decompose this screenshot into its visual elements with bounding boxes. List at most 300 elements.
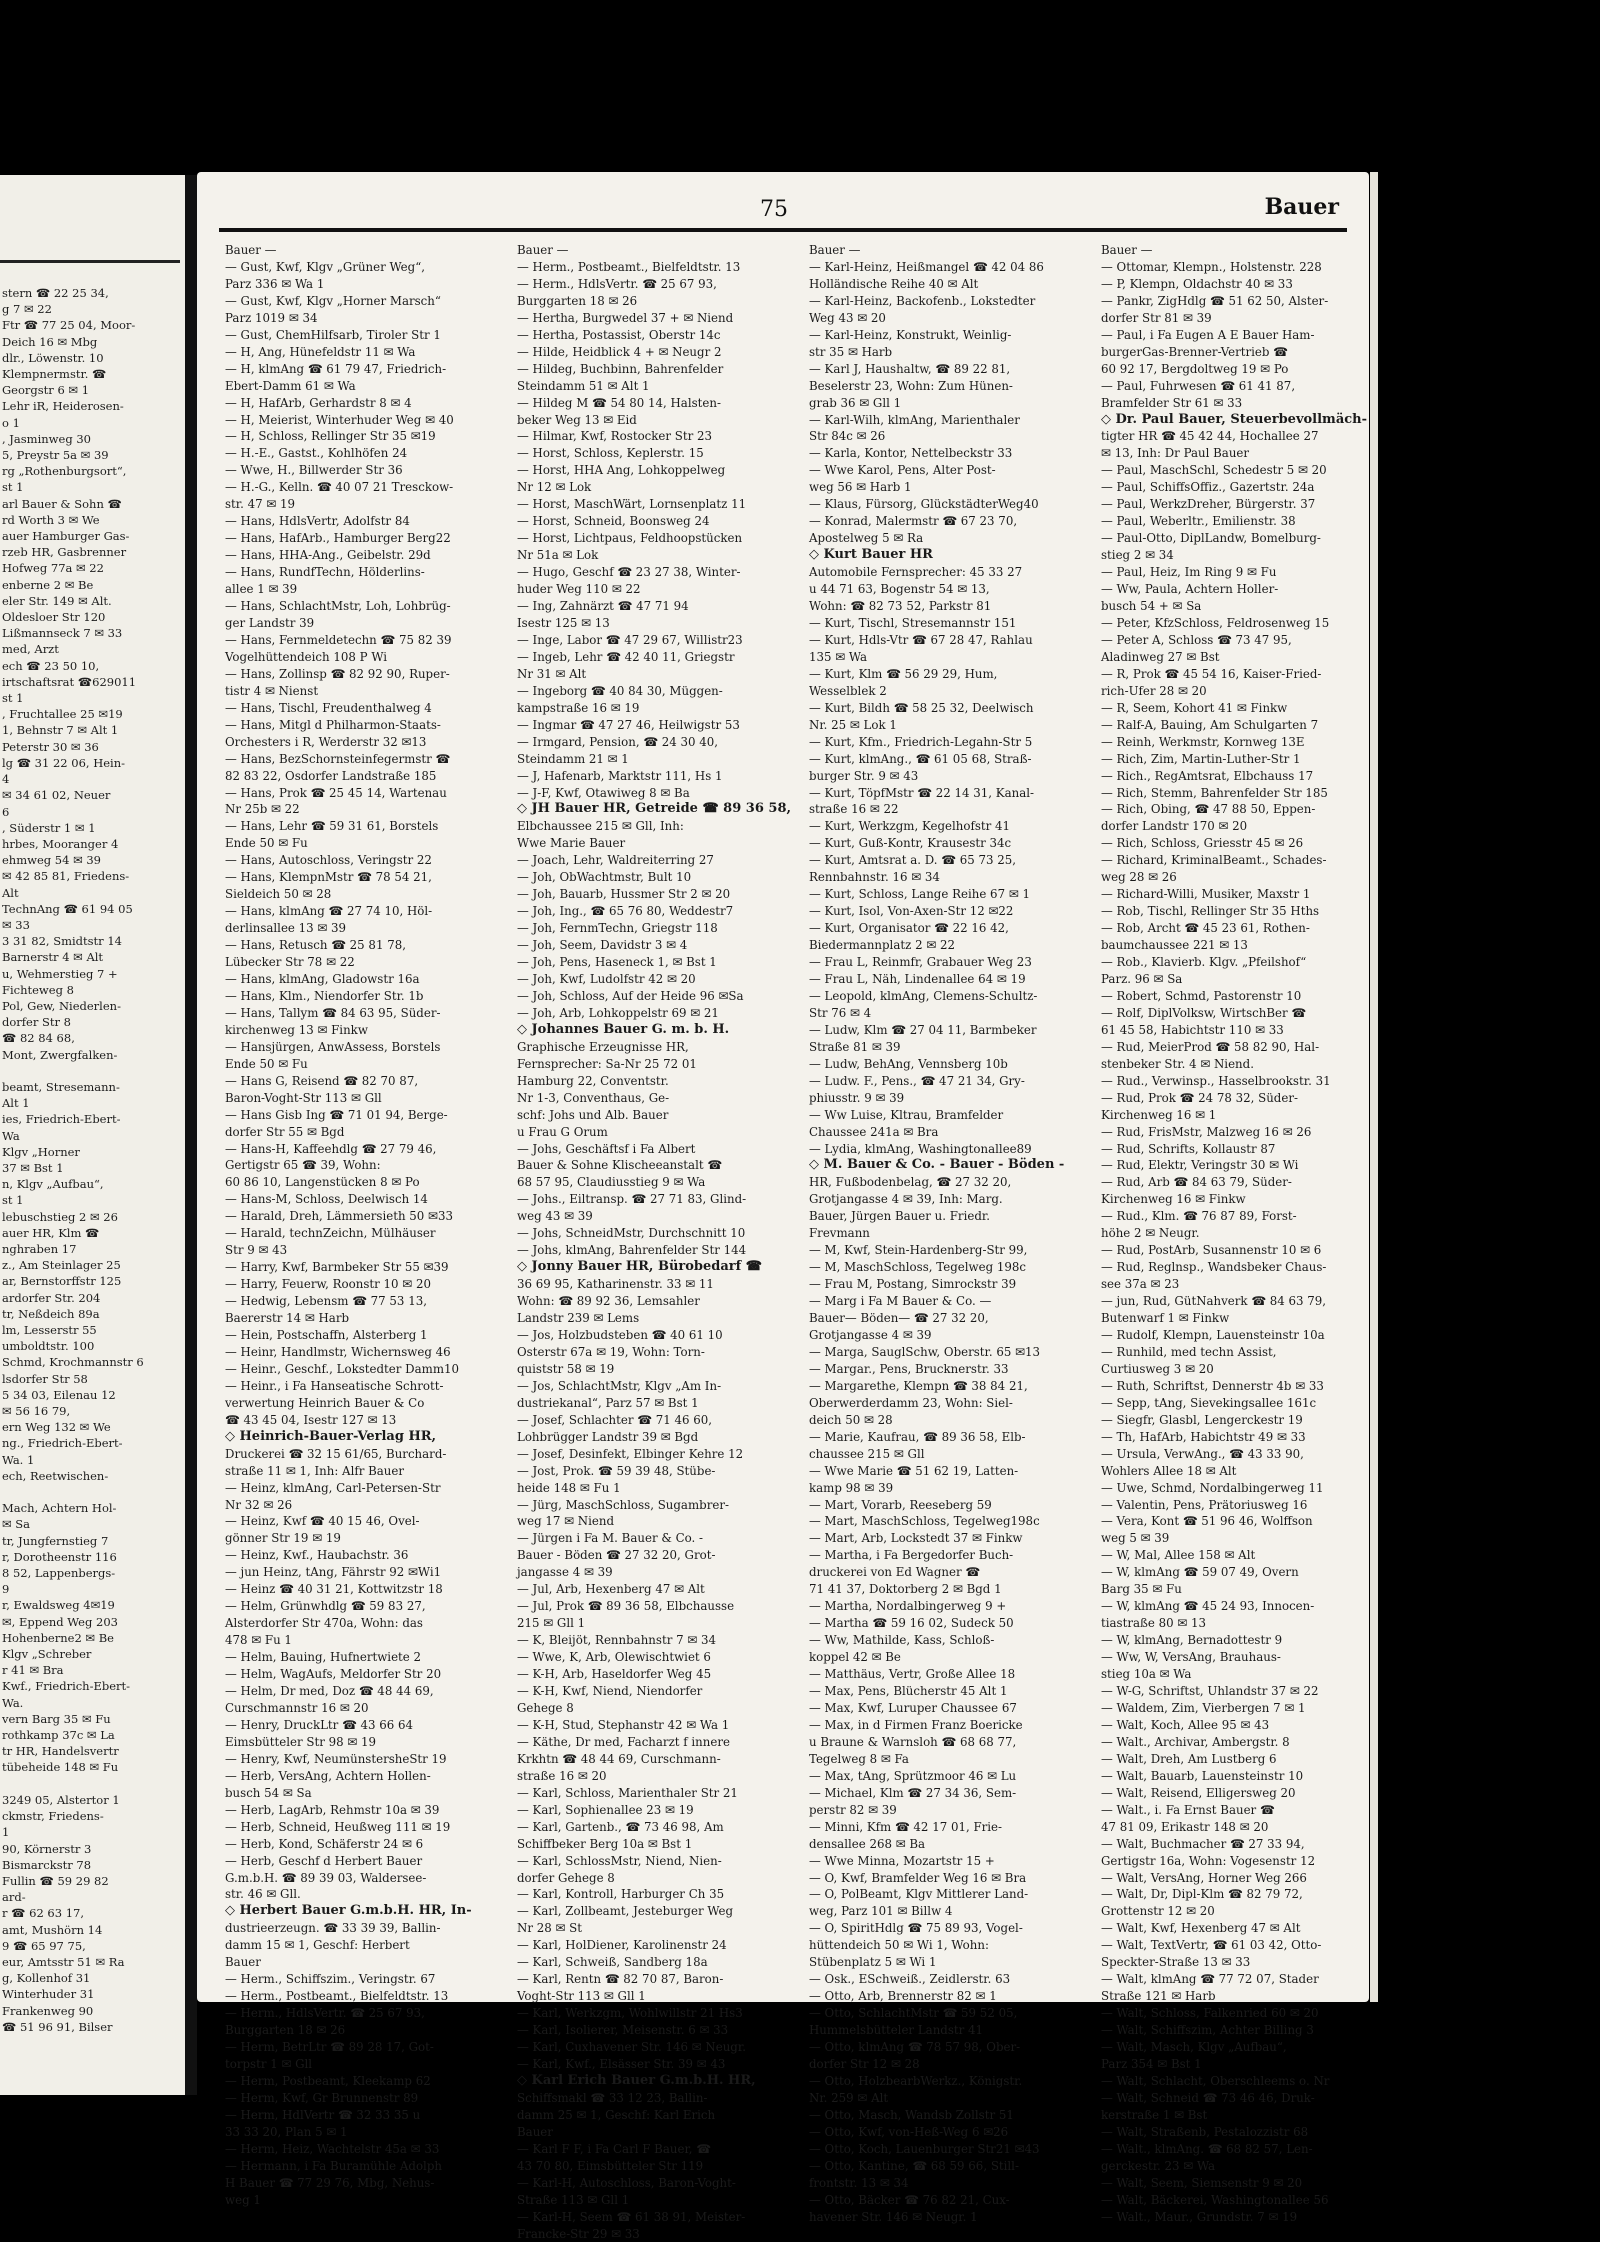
left-page-line: ech, Reetwischen- xyxy=(2,1468,109,1483)
left-page-line: ech ☎ 23 50 10, xyxy=(2,658,100,673)
directory-line: — Kurt, klmAng., ☎ 61 05 68, Straß- xyxy=(809,751,1032,766)
directory-line: — Rob, Archt ☎ 45 23 61, Rothen- xyxy=(1101,921,1310,936)
directory-line: Oberwerderdamm 23, Wohn: Siel- xyxy=(809,1395,1013,1410)
directory-line: — Herm., HdlsVertr. ☎ 25 67 93, xyxy=(225,2006,425,2021)
directory-line: Wesselblek 2 xyxy=(809,683,887,698)
directory-line: — Ludw, Klm ☎ 27 04 11, Barmbeker xyxy=(809,1022,1037,1037)
directory-line: Orchesters i R, Werderstr 32 ✉13 xyxy=(225,734,427,749)
directory-line: — Walt, Bauarb, Lauensteinstr 10 xyxy=(1101,1768,1304,1783)
directory-line: — Walt, Schiffszim, Achter Billing 3 xyxy=(1101,2023,1314,2038)
left-page-column xyxy=(2,285,180,2035)
directory-line: — Karl, SchlossMstr, Niend, Nien- xyxy=(517,1853,722,1868)
directory-line: — O, SpiritHdlg ☎ 75 89 93, Vogel- xyxy=(809,1921,1023,1936)
directory-line: — Karl-Wilh, klmAng, Marienthaler xyxy=(809,412,1020,427)
directory-line: — Otto, Arb, Brennerstr 82 ✉ 1 xyxy=(809,1989,997,2004)
directory-line: ◇ Heinrich-Bauer-Verlag HR, xyxy=(225,1428,437,1444)
directory-line: 36 69 95, Katharinenstr. 33 ✉ 11 xyxy=(517,1277,714,1292)
directory-line: — Käthe, Dr med, Facharzt f innere xyxy=(517,1734,730,1749)
left-page-line: r, Dorotheenstr 116 xyxy=(2,1549,117,1564)
directory-line: — Kurt, Organisator ☎ 22 16 42, xyxy=(809,921,1009,936)
directory-line: Steindamm 51 ✉ Alt 1 xyxy=(517,378,650,393)
directory-line: — R, Seem, Kohort 41 ✉ Finkw xyxy=(1101,700,1288,715)
directory-line: — Walt., i. Fa Ernst Bauer ☎ xyxy=(1101,1802,1275,1817)
directory-line: — Herm., Postbeamt., Bielfeldtstr. 13 xyxy=(517,259,741,274)
directory-line: — Rud, FrisMstr, Malzweg 16 ✉ 26 xyxy=(1101,1124,1312,1139)
directory-line: — Johs, klmAng, Bahrenfelder Str 144 xyxy=(517,1243,747,1258)
directory-line: derlinsallee 13 ✉ 39 xyxy=(225,921,347,936)
directory-line: straße 16 ✉ 22 xyxy=(809,802,899,817)
left-page-line: ✉ Sa xyxy=(2,1517,31,1532)
directory-line: — Marie, Kaufrau, ☎ 89 36 58, Elb- xyxy=(809,1429,1026,1444)
left-page-line: st 1 xyxy=(2,1193,24,1208)
directory-line: Bauer — xyxy=(517,243,569,257)
directory-line: Stübenplatz 5 ✉ Wi 1 xyxy=(809,1955,937,1970)
directory-line: schf: Johs und Alb. Bauer xyxy=(517,1107,669,1122)
directory-line: — Walt, VersAng, Horner Weg 266 xyxy=(1101,1870,1307,1885)
directory-line: — Rud, Elektr, Veringstr 30 ✉ Wi xyxy=(1101,1158,1299,1173)
directory-line: — H.-G., Kelln. ☎ 40 07 21 Tresckow- xyxy=(225,480,454,495)
directory-line: — Richard, KriminalBeamt., Schades- xyxy=(1101,853,1327,868)
directory-line: — H, klmAng ☎ 61 79 47, Friedrich- xyxy=(225,361,447,376)
directory-line: höhe 2 ✉ Neugr. xyxy=(1101,1226,1200,1241)
directory-line: — Mart, Arb, Lockstedt 37 ✉ Finkw xyxy=(809,1531,1023,1546)
directory-line: — Walt, Reisend, Elligersweg 20 xyxy=(1101,1785,1296,1800)
left-page-line: Wa. 1 xyxy=(2,1452,35,1467)
directory-line: — Joh, Arb, Lohkoppelstr 69 ✉ 21 xyxy=(517,1005,719,1020)
directory-line: Sieldeich 50 ✉ 28 xyxy=(225,887,332,902)
directory-line: — Frau M, Postang, Simrockstr 39 xyxy=(809,1277,1017,1292)
left-page-line: Oldesloer Str 120 xyxy=(2,610,106,625)
left-page-line: 37 ✉ Bst 1 xyxy=(2,1160,64,1175)
directory-line: koppel 42 ✉ Be xyxy=(809,1650,901,1665)
directory-line: tistr 4 ✉ Nienst xyxy=(225,683,319,698)
header-rule xyxy=(219,228,1347,232)
directory-line: dorfer Gehege 8 xyxy=(517,1870,615,1885)
directory-line: Tegelweg 8 ✉ Fa xyxy=(809,1751,909,1766)
directory-line: — Kurt, Hdls-Vtr ☎ 67 28 47, Rahlau xyxy=(809,632,1033,647)
directory-line: dorfer Landstr 170 ✉ 20 xyxy=(1101,819,1248,834)
directory-line: Curschmannstr 16 ✉ 20 xyxy=(225,1700,369,1715)
directory-line: — Rud, Reglnsp., Wandsbeker Chaus- xyxy=(1101,1260,1327,1275)
directory-line: — Joh, Bauarb, Hussmer Str 2 ✉ 20 xyxy=(517,887,731,902)
left-page-line: rothkamp 37c ✉ La xyxy=(2,1728,115,1743)
left-page-line: irtschaftsrat ☎629011 xyxy=(2,674,137,689)
directory-line: — jun Heinz, tAng, Fährstr 92 ✉Wi1 xyxy=(225,1565,442,1580)
running-header: Bauer xyxy=(1264,194,1339,220)
directory-line: 478 ✉ Fu 1 xyxy=(225,1633,292,1648)
directory-line: — Otto, klmAng ☎ 78 57 98, Ober- xyxy=(809,2040,1021,2055)
directory-line: Kirchenweg 16 ✉ Finkw xyxy=(1101,1192,1246,1207)
directory-line: — H, Schloss, Rellinger Str 35 ✉19 xyxy=(225,429,436,444)
left-page-line: Fullin ☎ 59 29 82 xyxy=(2,1873,109,1888)
left-page-line: Ftr ☎ 77 25 04, Moor- xyxy=(2,318,136,333)
directory-line: Rennbahnstr. 16 ✉ 34 xyxy=(809,870,940,885)
directory-line: — Karl, Cuxhavener Str. 146 ✉ Neugr. xyxy=(517,2040,746,2055)
left-page-line: 6 xyxy=(2,804,10,819)
directory-line: Baererstr 14 ✉ Harb xyxy=(225,1311,350,1326)
directory-line: Str 9 ✉ 43 xyxy=(225,1243,288,1258)
left-page-line: amt, Mushörn 14 xyxy=(2,1922,103,1937)
left-page-line: Lißmannseck 7 ✉ 33 xyxy=(2,626,123,641)
directory-line: 33 33 20, Plan 5 ✉ 1 xyxy=(225,2124,348,2139)
directory-line: — H, HafArb, Gerhardstr 8 ✉ 4 xyxy=(225,395,412,410)
directory-line: gönner Str 19 ✉ 19 xyxy=(225,1531,341,1546)
left-page-line: Hohenberne2 ✉ Be xyxy=(2,1630,114,1645)
left-page-rule xyxy=(0,260,180,263)
directory-line: — Horst, MaschWärt, Lornsenplatz 11 xyxy=(517,497,747,512)
left-page-line: ardorfer Str. 204 xyxy=(2,1290,101,1305)
directory-line: — Johs, Geschäftsf i Fa Albert xyxy=(517,1141,696,1156)
directory-line: — Horst, HHA Ang, Lohkoppelweg xyxy=(517,463,726,478)
directory-line: dustrieerzeugn. ☎ 33 39 39, Ballin- xyxy=(225,1921,441,1936)
left-page-line: ✉ 33 xyxy=(2,917,30,932)
directory-line: 82 83 22, Osdorfer Landstraße 185 xyxy=(225,768,437,783)
left-page-line: ar, Bernstorffstr 125 xyxy=(2,1274,122,1289)
left-page-line: hrbes, Mooranger 4 xyxy=(2,836,119,851)
directory-line: — Herm, Kwf, Gr Brunnenstr 89 xyxy=(225,2090,419,2105)
directory-line: — Herm., Schiffszim., Veringstr. 67 xyxy=(225,1972,436,1987)
directory-line: Curtiusweg 3 ✉ 20 xyxy=(1101,1361,1214,1376)
left-page-line: Schmd, Krochmannstr 6 xyxy=(2,1355,144,1370)
directory-line: — Jürgen i Fa M. Bauer & Co. - xyxy=(517,1531,703,1546)
directory-line: Biedermannplatz 2 ✉ 22 xyxy=(809,938,955,953)
directory-line: — Otto, Kwf, von-Heß-Weg 6 ✉26 xyxy=(809,2124,1009,2139)
directory-line: — Hertha, Burgwedel 37 + ✉ Niend xyxy=(517,310,734,325)
directory-line: — Heinr., Geschf., Lokstedter Damm10 xyxy=(225,1361,460,1376)
directory-line: 71 41 37, Doktorberg 2 ✉ Bgd 1 xyxy=(809,1582,1002,1597)
directory-line: perstr 82 ✉ 39 xyxy=(809,1802,897,1817)
directory-line: — K-H, Stud, Stephanstr 42 ✉ Wa 1 xyxy=(517,1717,730,1732)
directory-line: Barg 35 ✉ Fu xyxy=(1101,1582,1182,1597)
directory-line: — Herb, VersAng, Achtern Hollen- xyxy=(225,1768,431,1783)
directory-line: — Paul, Heiz, Im Ring 9 ✉ Fu xyxy=(1101,565,1277,580)
left-page-line: r, Ewaldsweg 4✉19 xyxy=(2,1598,115,1613)
directory-line: — Heinr, Handlmstr, Wichernsweg 46 xyxy=(225,1344,451,1359)
left-page-line: Kwf., Friedrich-Ebert- xyxy=(2,1679,131,1694)
directory-line: — Ing, Zahnärzt ☎ 47 71 94 xyxy=(517,599,689,614)
directory-line: — Jul, Prok ☎ 89 36 58, Elbchausse xyxy=(517,1599,735,1614)
left-page-line: Winterhuder 31 xyxy=(2,1987,95,2002)
directory-line: — Karl-H, Autoschloss, Baron-Voght- xyxy=(517,2175,736,2190)
left-page-line: tr, Neßdeich 89a xyxy=(2,1306,100,1321)
directory-line: — Gust, Kwf, Klgv „Horner Marsch“ xyxy=(225,293,441,308)
directory-line: — Hans, Zollinsp ☎ 82 92 90, Ruper- xyxy=(225,666,450,681)
directory-line: — Karl, Rentn ☎ 82 70 87, Baron- xyxy=(517,1972,724,1987)
directory-line: — Hans, Autoschloss, Veringstr 22 xyxy=(225,853,432,868)
left-page-line: ☎ 82 84 68, xyxy=(2,1031,75,1046)
left-page-line xyxy=(2,1063,180,1079)
directory-line: — Pankr, ZigHdlg ☎ 51 62 50, Alster- xyxy=(1101,293,1329,308)
left-page-line: Barnerstr 4 ✉ Alt xyxy=(2,950,104,965)
directory-line: — Helm, Grünwhdlg ☎ 59 83 27, xyxy=(225,1599,426,1614)
directory-line: — Hugo, Geschf ☎ 23 27 38, Winter- xyxy=(517,565,741,580)
directory-line: HR, Fußbodenbelag, ☎ 27 32 20, xyxy=(809,1175,1012,1190)
directory-line: Schiffsmakl ☎ 33 12 23, Ballin- xyxy=(517,2090,708,2105)
directory-line: — Helm, WagAufs, Meldorfer Str 20 xyxy=(225,1667,442,1682)
directory-line: — Otto, Bäcker ☎ 76 82 21, Cux- xyxy=(809,2192,1010,2207)
directory-line: — Walt., Archivar, Ambergstr. 8 xyxy=(1101,1734,1290,1749)
directory-line: — Joh, Schloss, Auf der Heide 96 ✉Sa xyxy=(517,988,744,1003)
directory-line: — Karl, Schweiß, Sandberg 18a xyxy=(517,1955,708,1970)
directory-line: Bauer — xyxy=(225,243,277,257)
directory-line: — Herm., HdlsVertr. ☎ 25 67 93, xyxy=(517,276,717,291)
left-page-line: eur, Amtsstr 51 ✉ Ra xyxy=(2,1954,125,1969)
directory-line: Bauer, Jürgen Bauer u. Friedr. xyxy=(809,1209,990,1224)
directory-line: 135 ✉ Wa xyxy=(809,649,868,664)
directory-line: — Walt, Kwf, Hexenberg 47 ✉ Alt xyxy=(1101,1921,1301,1936)
left-page-line: g, Kollenhof 31 xyxy=(2,1971,91,1986)
left-page-line: Fichteweg 8 xyxy=(2,982,74,997)
directory-line: — Rudolf, Klempn, Lauensteinstr 10a xyxy=(1101,1328,1325,1342)
directory-line: baumchaussee 221 ✉ 13 xyxy=(1101,938,1248,953)
directory-line: Holländische Reihe 40 ✉ Alt xyxy=(809,276,979,291)
directory-line: — Hermann, i Fa Buramühle Adolph xyxy=(225,2158,442,2173)
directory-line: — K-H, Kwf, Niend, Niendorfer xyxy=(517,1684,703,1699)
directory-line: — Otto, HolzbearbWerkz., Königstr. xyxy=(809,2073,1023,2088)
directory-line: — Karl, Kontroll, Harburger Ch 35 xyxy=(517,1887,725,1902)
directory-line: — W, Mal, Allee 158 ✉ Alt xyxy=(1101,1548,1256,1563)
directory-line: — Ottomar, Klempn., Holstenstr. 228 xyxy=(1101,259,1322,274)
directory-line: straße 11 ✉ 1, Inh: Alfr Bauer xyxy=(225,1463,405,1478)
directory-line: ◇ Jonny Bauer HR, Bürobedarf ☎ xyxy=(517,1259,762,1275)
directory-line: kirchenweg 13 ✉ Finkw xyxy=(225,1022,368,1037)
directory-line: Bauer — xyxy=(1101,243,1153,257)
directory-line: — Waldem, Zim, Vierbergen 7 ✉ 1 xyxy=(1101,1700,1306,1715)
directory-line: Graphische Erzeugnisse HR, xyxy=(517,1039,689,1054)
directory-line: — Hans, klmAng ☎ 27 74 10, Höl- xyxy=(225,904,433,919)
directory-line: — Ingeborg ☎ 40 84 30, Müggen- xyxy=(517,683,723,698)
directory-line: burger Str. 9 ✉ 43 xyxy=(809,768,919,783)
directory-line: — Sepp, tAng, Sievekingsallee 161c xyxy=(1101,1395,1317,1410)
directory-line: allee 1 ✉ 39 xyxy=(225,582,298,597)
directory-line: — Karl, Zollbeamt, Jesteburger Weg xyxy=(517,1904,734,1919)
directory-line: Alsterdorfer Str 470a, Wohn: das xyxy=(225,1616,423,1631)
directory-line: — Herb, Geschf d Herbert Bauer xyxy=(225,1853,423,1868)
directory-line: deich 50 ✉ 28 xyxy=(809,1412,893,1427)
directory-line: — Wwe Karol, Pens, Alter Post- xyxy=(809,463,996,478)
directory-line: — Irmgard, Pension, ☎ 24 30 40, xyxy=(517,734,719,749)
directory-line: — Heinz, Kwf ☎ 40 15 46, Ovel- xyxy=(225,1514,420,1529)
directory-line: Isestr 125 ✉ 13 xyxy=(517,615,610,630)
directory-line: — Walt., klmAng. ☎ 68 82 57, Len- xyxy=(1101,2141,1313,2156)
left-page-line: 3 31 82, Smidtstr 14 xyxy=(2,934,122,949)
directory-line: — Hans, Lehr ☎ 59 31 61, Borstels xyxy=(225,819,439,834)
left-page-line: 1, Behnstr 7 ✉ Alt 1 xyxy=(2,723,119,738)
directory-line: — Martha, i Fa Bergedorfer Buch- xyxy=(809,1548,1014,1563)
directory-line: — Valentin, Pens, Prätoriusweg 16 xyxy=(1101,1497,1308,1512)
left-page-line: eler Str. 149 ✉ Alt. xyxy=(2,593,112,608)
directory-line: — Joh, Kwf, Ludolfstr 42 ✉ 20 xyxy=(517,971,696,986)
directory-line: ◇ Johannes Bauer G. m. b. H. xyxy=(517,1021,730,1037)
directory-line: 60 92 17, Bergdoltweg 19 ✉ Po xyxy=(1101,361,1289,376)
column-1 xyxy=(225,242,510,2209)
directory-line: Nr 32 ✉ 26 xyxy=(225,1497,293,1512)
directory-line: havener Str. 146 ✉ Neugr. 1 xyxy=(809,2209,978,2224)
left-page-line: med, Arzt xyxy=(2,642,59,657)
directory-line: — Karl, HolDiener, Karolinenstr 24 xyxy=(517,1938,727,1953)
directory-line: — Ingmar ☎ 47 27 46, Heilwigstr 53 xyxy=(517,717,740,732)
left-page-line: auer HR, Klm ☎ xyxy=(2,1225,100,1240)
left-page-line: dlr., Löwenstr. 10 xyxy=(2,350,104,365)
left-page-line: Wa xyxy=(2,1128,20,1143)
directory-line: — Hildeg M ☎ 54 80 14, Halsten- xyxy=(517,395,721,410)
left-page-line xyxy=(2,1484,180,1500)
left-page-line: Hofweg 77a ✉ 22 xyxy=(2,561,104,576)
directory-line: — Walt, Koch, Allee 95 ✉ 43 xyxy=(1101,1717,1270,1732)
directory-line: Straße 121 ✉ Harb xyxy=(1101,1989,1216,2004)
directory-line: — Johs., Eiltransp. ☎ 27 71 83, Glind- xyxy=(517,1192,747,1207)
directory-line: — Kurt, Guß-Kontr, Krausestr 34c xyxy=(809,836,1012,851)
directory-line: — W-G, Schriftst, Uhlandstr 37 ✉ 22 xyxy=(1101,1684,1319,1699)
directory-line: Osterstr 67a ✉ 19, Wohn: Torn- xyxy=(517,1344,705,1359)
directory-line: — Herm, Postbeamt, Kleekamp 62 xyxy=(225,2073,431,2088)
directory-line: H Bauer ☎ 77 29 76, Mbg, Nehus- xyxy=(225,2175,435,2190)
left-page-line: rd Worth 3 ✉ We xyxy=(2,512,100,527)
directory-line: — Rich, Stemm, Bahrenfelder Str 185 xyxy=(1101,785,1328,800)
directory-line: — Karl, Sophienallee 23 ✉ 19 xyxy=(517,1802,694,1817)
directory-line: — Kurt, Werkzgm, Kegelhofstr 41 xyxy=(809,819,1011,834)
left-page-line: , Fruchtallee 25 ✉19 xyxy=(2,707,123,722)
left-page-line: z., Am Steinlager 25 xyxy=(2,1258,121,1273)
directory-line: — Walt, Straßenb, Pestalozzistr 68 xyxy=(1101,2124,1309,2139)
directory-line: — Minni, Kfm ☎ 42 17 01, Frie- xyxy=(809,1819,1003,1834)
directory-line: — Mart, Vorarb, Reeseberg 59 xyxy=(809,1497,992,1512)
directory-line: weg 43 ✉ 39 xyxy=(517,1209,593,1224)
directory-line: u Frau G Orum xyxy=(517,1124,608,1139)
left-page-line: st 1 xyxy=(2,480,24,495)
directory-line: — Rob, Tischl, Rellinger Str 35 Hths xyxy=(1101,904,1320,919)
directory-line: — Paul, SchiffsOffiz., Gazertstr. 24a xyxy=(1101,480,1315,495)
directory-line: chaussee 215 ✉ Gll xyxy=(809,1446,925,1461)
directory-line: Chaussee 241a ✉ Bra xyxy=(809,1124,939,1139)
directory-line: — Hans, HdlsVertr, Adolfstr 84 xyxy=(225,514,410,529)
left-page-line: st 1 xyxy=(2,691,24,706)
left-page-line: Georgstr 6 ✉ 1 xyxy=(2,383,90,398)
directory-line: Druckerei ☎ 32 15 61/65, Burchard- xyxy=(225,1446,447,1461)
directory-line: — O, PolBeamt, Klgv Mittlerer Land- xyxy=(809,1887,1029,1902)
directory-line: — K-H, Arb, Haseldorfer Weg 45 xyxy=(517,1667,712,1682)
directory-line: — Matthäus, Vertr, Große Allee 18 xyxy=(809,1667,1016,1682)
column-3 xyxy=(809,242,1094,2226)
directory-line: — Otto, Koch, Lauenburger Str21 ✉43 xyxy=(809,2141,1040,2156)
directory-line: — Heinz, klmAng, Carl-Petersen-Str xyxy=(225,1480,441,1495)
directory-line: — W, klmAng, Bernadottestr 9 xyxy=(1101,1633,1283,1648)
directory-line: — Joh, ObWachtmstr, Bult 10 xyxy=(517,870,692,885)
page-number: 75 xyxy=(760,197,788,222)
directory-line: — Hans, klmAng, Gladowstr 16a xyxy=(225,971,420,986)
directory-line: — Kurt, Isol, Von-Axen-Str 12 ✉22 xyxy=(809,904,1014,919)
directory-line: — Hans-M, Schloss, Deelwisch 14 xyxy=(225,1192,428,1207)
directory-line: str. 47 ✉ 19 xyxy=(225,497,296,512)
directory-line: — Max, in d Firmen Franz Boericke xyxy=(809,1717,1023,1732)
directory-line: — Hedwig, Lebensm ☎ 77 53 13, xyxy=(225,1294,427,1309)
directory-line: — Kurt, Schloss, Lange Reihe 67 ✉ 1 xyxy=(809,887,1030,902)
left-page-line: auer Hamburger Gas- xyxy=(2,529,130,544)
directory-line: — Hilde, Heidblick 4 + ✉ Neugr 2 xyxy=(517,344,722,359)
directory-line: — Karl, Isolierer, Meisenstr. 6 ✉ 33 xyxy=(517,2023,729,2038)
directory-line: — Jost, Prok. ☎ 59 39 48, Stübe- xyxy=(517,1463,716,1478)
directory-line: weg, Parz 101 ✉ Billw 4 xyxy=(809,1904,953,1919)
directory-line: — Kurt, Klm ☎ 56 29 29, Hum, xyxy=(809,666,998,681)
directory-line: — Henry, Kwf, NeumünstersheStr 19 xyxy=(225,1751,447,1766)
directory-line: — Walt, Schneid ☎ 73 46 46, Druk- xyxy=(1101,2090,1315,2105)
directory-line: weg 28 ✉ 26 xyxy=(1101,870,1177,885)
directory-line: — Heinz, Kwf., Haubachstr. 36 xyxy=(225,1548,409,1563)
directory-line: 68 57 95, Claudiusstieg 9 ✉ Wa xyxy=(517,1175,706,1190)
directory-line: — Frau L, Reinmfr, Grabauer Weg 23 xyxy=(809,955,1032,970)
directory-line: — Kurt, Kfm., Friedrich-Legahn-Str 5 xyxy=(809,734,1033,749)
directory-line: — J, Hafenarb, Marktstr 111, Hs 1 xyxy=(517,768,723,783)
left-page-line: Klgv „Schreber xyxy=(2,1647,92,1662)
directory-line: — Hans, Tallym ☎ 84 63 95, Süder- xyxy=(225,1005,441,1020)
left-page-line: ☎ 51 96 91, Bilser xyxy=(2,2019,113,2034)
directory-line: Ende 50 ✉ Fu xyxy=(225,1056,308,1071)
directory-line: beker Weg 13 ✉ Eid xyxy=(517,412,637,427)
directory-line: — Otto, Masch, Wandsb Zollstr 51 xyxy=(809,2107,1014,2122)
directory-line: — J-F, Kwf, Otawiweg 8 ✉ Ba xyxy=(517,785,690,800)
left-page-line: Deich 16 ✉ Mbg xyxy=(2,334,98,349)
directory-line: — Runhild, med techn Assist, xyxy=(1101,1344,1277,1359)
left-page-line: o 1 xyxy=(2,415,20,430)
left-page-line: Alt xyxy=(2,885,19,900)
column-2 xyxy=(517,242,802,2242)
directory-line: — Hans-H, Kaffeehdlg ☎ 27 79 46, xyxy=(225,1141,437,1156)
directory-line: G.m.b.H. ☎ 89 39 03, Waldersee- xyxy=(225,1870,427,1885)
directory-line: — Jul, Arb, Hexenberg 47 ✉ Alt xyxy=(517,1582,705,1597)
directory-line: Wwe Marie Bauer xyxy=(517,836,626,851)
directory-line: Automobile Fernsprecher: 45 33 27 xyxy=(809,565,1023,580)
left-page-line: g 7 ✉ 22 xyxy=(2,302,52,317)
directory-line: — Karl F F, i Fa Carl F Bauer, ☎ xyxy=(517,2141,712,2156)
directory-line: ◇ Herbert Bauer G.m.b.H. HR, In- xyxy=(225,1903,472,1919)
left-page-line: ✉, Eppend Weg 203 xyxy=(2,1614,118,1629)
directory-line: quiststr 58 ✉ 19 xyxy=(517,1361,615,1376)
directory-line: — Ruth, Schriftst, Dennerstr 4b ✉ 33 xyxy=(1101,1378,1324,1393)
directory-line: — Inge, Labor ☎ 47 29 67, Willistr23 xyxy=(517,632,743,647)
left-page-line: Klempnermstr. ☎ xyxy=(2,367,107,382)
directory-line: — Karl-Heinz, Backofenb., Lokstedter xyxy=(809,293,1036,308)
left-page-line: lsdorfer Str 58 xyxy=(2,1371,88,1386)
directory-line: — Osk., ESchweiß., Zeidlerstr. 63 xyxy=(809,1972,1011,1987)
directory-line: — Martha, Nordalbingerweg 9 + xyxy=(809,1599,1007,1614)
directory-line: densallee 268 ✉ Ba xyxy=(809,1836,926,1851)
directory-line: — Hans, Tischl, Freudenthalweg 4 xyxy=(225,700,432,715)
directory-line: — Harry, Feuerw, Roonstr 10 ✉ 20 xyxy=(225,1277,431,1292)
directory-line: weg 56 ✉ Harb 1 xyxy=(809,480,912,495)
directory-line: — Gust, Kwf, Klgv „Grüner Weg“, xyxy=(225,259,425,274)
directory-line: Nr. 25 ✉ Lok 1 xyxy=(809,717,897,732)
directory-line: — Max, Pens, Blücherstr 45 Alt 1 xyxy=(809,1684,1008,1699)
directory-line: — Karl-Heinz, Heißmangel ☎ 42 04 86 xyxy=(809,259,1044,274)
directory-line: — Karl, Werkzgm, Wohlwillstr 21 Hs3 xyxy=(517,2006,743,2021)
left-page-line: ern Weg 132 ✉ We xyxy=(2,1420,111,1435)
directory-line: — Margarethe, Klempn ☎ 38 84 21, xyxy=(809,1378,1028,1393)
directory-line: — Hans, Fernmeldetechn ☎ 75 82 39 xyxy=(225,632,452,647)
directory-line: stieg 2 ✉ 34 xyxy=(1101,548,1174,563)
directory-line: — Rud., Verwinsp., Hasselbrookstr. 31 xyxy=(1101,1073,1331,1088)
directory-line: Steindamm 21 ✉ 1 xyxy=(517,751,629,766)
directory-line: — Hans, HafArb., Hamburger Berg22 xyxy=(225,531,451,546)
left-page-line: beamt, Stresemann- xyxy=(2,1079,120,1094)
directory-line: — Rud, Schrifts, Kollaustr 87 xyxy=(1101,1141,1276,1156)
left-page-line: 4 xyxy=(2,772,10,787)
directory-line: Hamburg 22, Conventstr. xyxy=(517,1073,669,1088)
directory-line: — Martha ☎ 59 16 02, Sudeck 50 xyxy=(809,1616,1014,1631)
directory-line: kampstraße 16 ✉ 19 xyxy=(517,700,640,715)
directory-line: jangasse 4 ✉ 39 xyxy=(517,1565,613,1580)
directory-line: — Vera, Kont ☎ 51 96 46, Wolffson xyxy=(1101,1514,1313,1529)
directory-line: — Marg i Fa M Bauer & Co. — xyxy=(809,1294,992,1309)
